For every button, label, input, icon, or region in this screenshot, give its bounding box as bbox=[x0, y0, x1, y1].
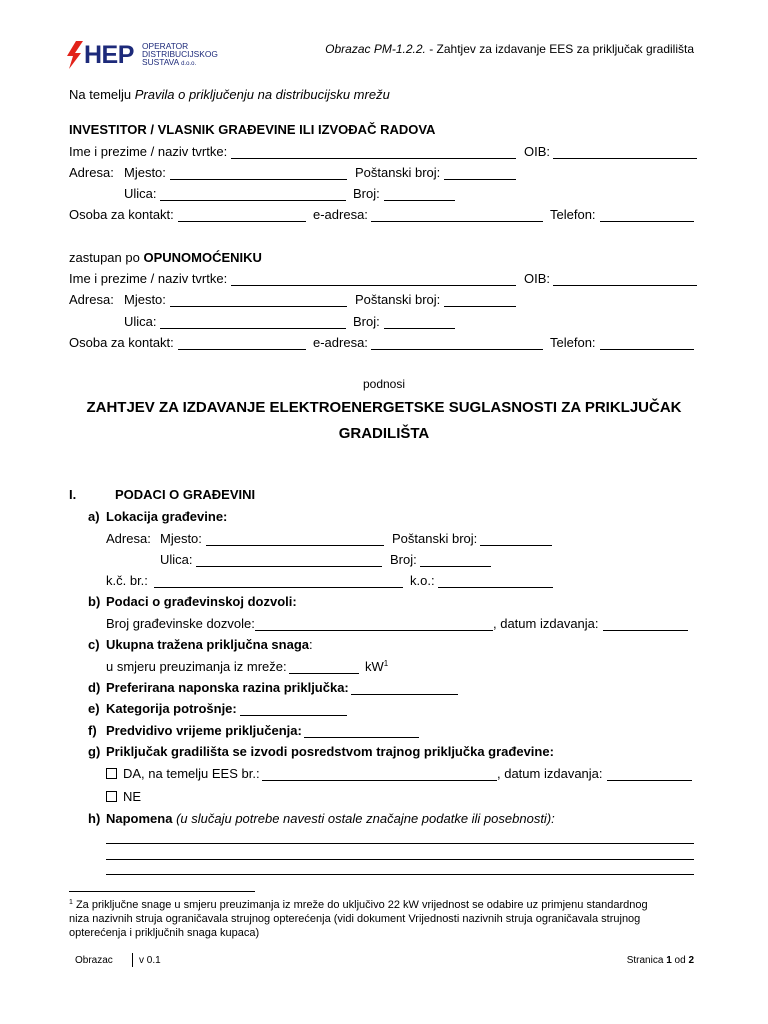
location-address-label: Adresa: bbox=[106, 531, 151, 546]
consumption-category-field[interactable] bbox=[240, 715, 347, 716]
investor-email-field[interactable] bbox=[371, 221, 543, 222]
item-c-label: Ukupna tražena priključna snaga: bbox=[106, 637, 313, 652]
location-postal-label: Poštanski broj: bbox=[392, 531, 478, 546]
proxy-number-field[interactable] bbox=[384, 328, 455, 329]
location-number-field[interactable] bbox=[420, 566, 491, 567]
proxy-contact-field[interactable] bbox=[178, 349, 306, 350]
request-title-line2: GRADILIŠTA bbox=[338, 425, 430, 442]
item-h-label: Napomena (u slučaju potrebe navesti ostale značajne podatke ili posebnosti): bbox=[106, 811, 555, 826]
proxy-postal-label: Poštanski broj: bbox=[355, 292, 441, 307]
note-line-1[interactable] bbox=[106, 843, 694, 844]
item-b-label: Podaci o građevinskoj dozvoli: bbox=[106, 594, 297, 609]
footer-version: v 0.1 bbox=[139, 955, 161, 966]
hep-bolt-icon bbox=[66, 41, 84, 69]
proxy-place-label: Mjesto: bbox=[124, 292, 166, 307]
note-line-2[interactable] bbox=[106, 859, 694, 860]
item-b-letter: b) bbox=[88, 594, 101, 609]
footer-doc-type: Obrazac bbox=[75, 955, 113, 966]
footnote-separator bbox=[69, 891, 255, 892]
permit-date-label: , datum izdavanja: bbox=[493, 616, 599, 631]
proxy-place-field[interactable] bbox=[170, 306, 347, 307]
investor-contact-field[interactable] bbox=[178, 221, 306, 222]
proxy-oib-label: OIB: bbox=[524, 271, 551, 286]
ees-date-label: , datum izdavanja: bbox=[497, 766, 603, 781]
proxy-number-label: Broj: bbox=[353, 314, 380, 329]
ko-field[interactable] bbox=[438, 587, 553, 588]
proxy-street-label: Ulica: bbox=[124, 314, 157, 329]
option-no[interactable]: NE bbox=[106, 789, 141, 804]
kc-label: k.č. br.: bbox=[106, 573, 148, 588]
proxy-heading: zastupan po OPUNOMOĆENIKU bbox=[69, 250, 262, 265]
item-e-letter: e) bbox=[88, 701, 100, 716]
logo-text: HEP bbox=[84, 41, 134, 69]
investor-address-label: Adresa: bbox=[69, 165, 114, 180]
investor-street-label: Ulica: bbox=[124, 186, 157, 201]
hep-logo bbox=[66, 41, 216, 69]
submits-text: podnosi bbox=[362, 377, 406, 391]
investor-place-field[interactable] bbox=[170, 179, 347, 180]
proxy-address-label: Adresa: bbox=[69, 292, 114, 307]
yes-checkbox[interactable] bbox=[106, 768, 117, 779]
item-h-letter: h) bbox=[88, 811, 101, 826]
item-d-letter: d) bbox=[88, 680, 101, 695]
footer-page-number: Stranica 1 od 2 bbox=[626, 955, 694, 966]
ees-number-field[interactable] bbox=[262, 780, 497, 781]
proxy-name-field[interactable] bbox=[231, 285, 516, 286]
ko-label: k.o.: bbox=[410, 573, 435, 588]
investor-postal-label: Poštanski broj: bbox=[355, 165, 441, 180]
proxy-oib-field[interactable] bbox=[553, 285, 697, 286]
location-place-label: Mjesto: bbox=[160, 531, 202, 546]
permit-date-field[interactable] bbox=[603, 630, 688, 631]
proxy-name-label: Ime i prezime / naziv tvrtke: bbox=[69, 271, 228, 286]
item-f-letter: f) bbox=[88, 723, 97, 738]
permit-number-label: Broj građevinske dozvole: bbox=[106, 616, 255, 631]
investor-phone-label: Telefon: bbox=[550, 207, 596, 222]
location-postal-field[interactable] bbox=[480, 545, 552, 546]
item-e-label: Kategorija potrošnje: bbox=[106, 701, 237, 716]
proxy-phone-label: Telefon: bbox=[550, 335, 596, 350]
item-f-label: Predvidivo vrijeme priključenja: bbox=[106, 723, 302, 738]
investor-number-field[interactable] bbox=[384, 200, 455, 201]
kc-field[interactable] bbox=[154, 587, 403, 588]
section-heading: PODACI O GRAĐEVINI bbox=[115, 487, 256, 502]
item-d-label: Preferirana naponska razina priključka: bbox=[106, 680, 349, 695]
location-number-label: Broj: bbox=[390, 552, 417, 567]
investor-number-label: Broj: bbox=[353, 186, 380, 201]
power-direction-label: u smjeru preuzimanja iz mreže: bbox=[106, 659, 287, 674]
permit-number-field[interactable] bbox=[255, 630, 493, 631]
request-title-line1: ZAHTJEV ZA IZDAVANJE ELEKTROENERGETSKE SUGLASNOSTI ZA PRIKLJUČAK bbox=[86, 399, 682, 416]
proxy-email-field[interactable] bbox=[371, 349, 543, 350]
connection-time-field[interactable] bbox=[304, 737, 419, 738]
intro-text: Na temelju Pravila o priključenju na distribucijsku mrežu bbox=[69, 87, 390, 102]
proxy-contact-label: Osoba za kontakt: bbox=[69, 335, 174, 350]
note-line-3[interactable] bbox=[106, 874, 694, 875]
investor-email-label: e-adresa: bbox=[313, 207, 368, 222]
item-a-label: Lokacija građevine: bbox=[106, 509, 228, 524]
item-g-label: Priključak gradilišta se izvodi posredstvom trajnog priključka građevine: bbox=[106, 744, 554, 759]
proxy-email-label: e-adresa: bbox=[313, 335, 368, 350]
proxy-street-field[interactable] bbox=[160, 328, 346, 329]
investor-street-field[interactable] bbox=[160, 200, 346, 201]
investor-name-field[interactable] bbox=[231, 158, 516, 159]
investor-contact-label: Osoba za kontakt: bbox=[69, 207, 174, 222]
footer-divider bbox=[132, 953, 133, 967]
proxy-postal-field[interactable] bbox=[444, 306, 516, 307]
logo-subtitle: OPERATOR DISTRIBUCIJSKOG SUSTAVA d.o.o. bbox=[142, 41, 218, 68]
power-unit: $kW^1$ bbox=[365, 659, 389, 674]
section-number: I. bbox=[69, 487, 77, 502]
location-street-label: Ulica: bbox=[160, 552, 193, 567]
ees-date-field[interactable] bbox=[607, 780, 692, 781]
item-a-letter: a) bbox=[88, 509, 100, 524]
voltage-level-field[interactable] bbox=[351, 694, 458, 695]
power-value-field[interactable] bbox=[289, 673, 359, 674]
investor-name-label: Ime i prezime / naziv tvrtke: bbox=[69, 144, 228, 159]
no-checkbox[interactable] bbox=[106, 791, 117, 802]
investor-postal-field[interactable] bbox=[444, 179, 516, 180]
location-place-field[interactable] bbox=[206, 545, 384, 546]
item-g-letter: g) bbox=[88, 744, 101, 759]
investor-heading: INVESTITOR / VLASNIK GRAĐEVINE ILI IZVOĐAČ RADOVA bbox=[69, 122, 436, 137]
footnote: $^1$ Za priključne snage u smjeru preuzimanja iz mreže do uključivo 22 kW vrijednost se odabire uz primjenu standardnog niza nazivnih struja ograničavala strujnog opterećenja (vidi dokument Vrijednosti nazivnih struja ograničavala strujnog opterećenja i priključnih snaga kupaca) bbox=[69, 899, 648, 939]
investor-oib-field[interactable] bbox=[553, 158, 697, 159]
form-header-title: Obrazac PM-1.2.2. - Zahtjev za izdavanje EES za priključak gradilišta bbox=[325, 42, 694, 56]
investor-place-label: Mjesto: bbox=[124, 165, 166, 180]
item-c-letter: c) bbox=[88, 637, 100, 652]
investor-phone-field[interactable] bbox=[600, 221, 694, 222]
option-yes[interactable]: DA, na temelju EES br.: bbox=[106, 766, 260, 781]
proxy-phone-field[interactable] bbox=[600, 349, 694, 350]
location-street-field[interactable] bbox=[196, 566, 382, 567]
investor-oib-label: OIB: bbox=[524, 144, 551, 159]
